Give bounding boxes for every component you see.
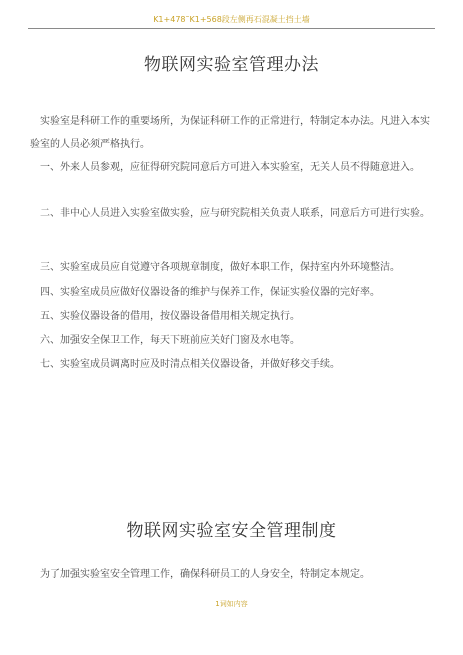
rule-item-1: 一、外来人员参观，应征得研究院同意后方可进入本实验室，无关人员不得随意进入。 bbox=[40, 162, 420, 173]
intro-paragraph: 实验室是科研工作的重要场所，为保证科研工作的正常进行，特制定本办法。凡进入本实验室的人员必须严格执行。 bbox=[30, 116, 430, 150]
section-intro-paragraph: 为了加强实验室安全管理工作，确保科研员工的人身安全，特制定本规定。 bbox=[40, 569, 370, 580]
rule-item-3: 三、实验室成员应自觉遵守各项规章制度，做好本职工作，保持室内外环境整洁。 bbox=[40, 262, 400, 273]
header-divider bbox=[28, 28, 435, 29]
rule-item-6: 六、加强安全保卫工作，每天下班前应关好门窗及水电等。 bbox=[40, 335, 300, 346]
page-footer: 1词如内容 bbox=[215, 600, 248, 608]
document-title: 物联网实验室管理办法 bbox=[144, 55, 319, 75]
rule-item-7: 七、实验室成员调离时应及时清点相关仪器设备，并做好移交手续。 bbox=[40, 359, 340, 370]
rule-item-5: 五、实验仪器设备的借用，按仪器设备借用相关规定执行。 bbox=[40, 311, 300, 322]
rule-item-2: 二、非中心人员进入实验室做实验，应与研究院相关负责人联系，同意后方可进行实验。 bbox=[40, 208, 430, 219]
section-title: 物联网实验室安全管理制度 bbox=[126, 521, 337, 541]
rule-item-4: 四、实验室成员应做好仪器设备的维护与保养工作，保证实验仪器的完好率。 bbox=[40, 287, 380, 298]
page-header: K1+478˜K1+568段左侧再石混凝土挡土墙 bbox=[153, 15, 310, 24]
